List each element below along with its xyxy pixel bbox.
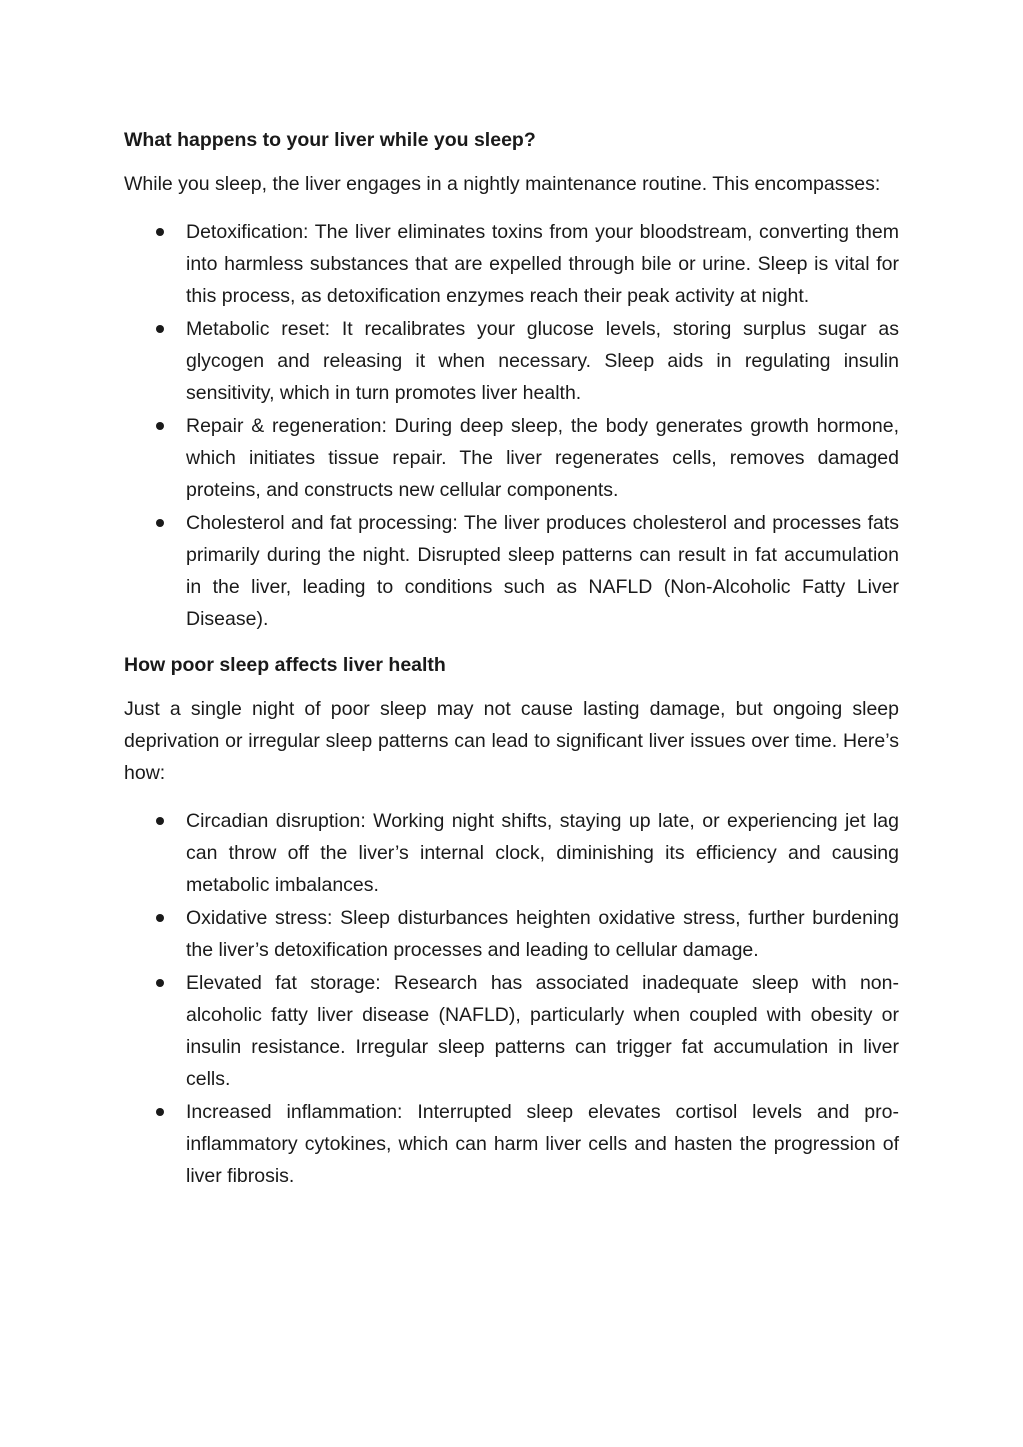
list-item-text: Circadian disruption: Working night shifts, staying up late, or experiencing jet lag can throw off the liver’s internal clock, diminishing its efficiency and causing metabolic imbalances.: [186, 810, 899, 896]
list-item: [186, 216, 899, 312]
list-item: [186, 967, 899, 1095]
list-item: [186, 313, 899, 409]
document-page: [124, 118, 899, 1193]
section-intro: While you sleep, the liver engages in a nightly maintenance routine. This encompasses:: [124, 173, 881, 195]
list-item: [186, 902, 899, 966]
section-poor-sleep-effects: [124, 649, 899, 1192]
section-heading: How poor sleep affects liver health: [124, 654, 446, 676]
bullet-icon: [156, 422, 164, 430]
section-heading: What happens to your liver while you sleep?: [124, 129, 536, 151]
section-intro: Just a single night of poor sleep may not cause lasting damage, but ongoing sleep deprivation or irregular sleep patterns can lead to significant liver issues over time. Here’s how:: [124, 698, 899, 784]
list-item-text: Repair & regeneration: During deep sleep, the body generates growth hormone, which initiates tissue repair. The liver regenerates cells, removes damaged proteins, and constructs new cellular components.: [186, 415, 899, 501]
list-item: [186, 507, 899, 635]
bullet-icon: [156, 325, 164, 333]
bullet-icon: [156, 228, 164, 236]
list-item-text: Detoxification: The liver eliminates toxins from your bloodstream, converting them into harmless substances that are expelled through bile or urine. Sleep is vital for this process, as detoxification enzymes reach their peak activity at night.: [186, 221, 899, 307]
bullet-icon: [156, 914, 164, 922]
bullet-icon: [156, 817, 164, 825]
list-item-text: Increased inflammation: Interrupted sleep elevates cortisol levels and pro-inflammatory cytokines, which can harm liver cells and hasten the progression of liver fibrosis.: [186, 1101, 899, 1187]
bullet-icon: [156, 519, 164, 527]
list-item-text: Metabolic reset: It recalibrates your glucose levels, storing surplus sugar as glycogen and releasing it when necessary. Sleep aids in regulating insulin sensitivity, which in turn promotes liver health.: [186, 318, 899, 404]
section-liver-during-sleep: [124, 124, 899, 635]
list-item: [186, 805, 899, 901]
bullet-list: [124, 805, 899, 1192]
bullet-list: [124, 216, 899, 635]
bullet-icon: [156, 1108, 164, 1116]
list-item-text: Oxidative stress: Sleep disturbances heighten oxidative stress, further burdening the liver’s detoxification processes and leading to cellular damage.: [186, 907, 899, 961]
list-item-text: Elevated fat storage: Research has associated inadequate sleep with non-alcoholic fatty liver disease (NAFLD), particularly when coupled with obesity or insulin resistance. Irregular sleep patterns can trigger fat accumulation in liver cells.: [186, 972, 899, 1090]
list-item: [186, 1096, 899, 1192]
bullet-icon: [156, 979, 164, 987]
list-item-text: Cholesterol and fat processing: The liver produces cholesterol and processes fats primarily during the night. Disrupted sleep patterns can result in fat accumulation in the liver, leading to conditions such as NAFLD (Non-Alcoholic Fatty Liver Disease).: [186, 512, 899, 630]
list-item: [186, 410, 899, 506]
